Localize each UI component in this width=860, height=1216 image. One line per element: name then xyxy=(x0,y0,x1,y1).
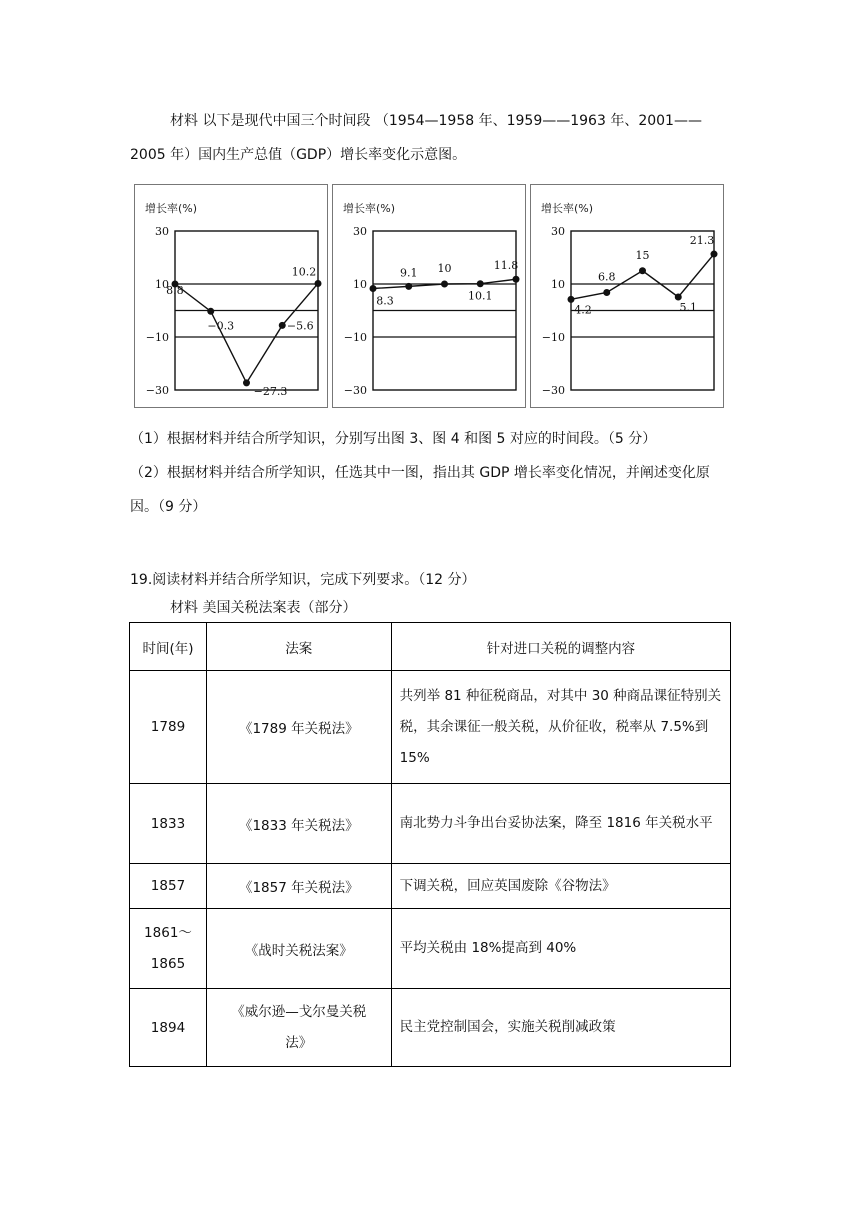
data-label: 9.1 xyxy=(400,266,418,280)
y-axis-label: 增长率(%) xyxy=(145,202,198,215)
cell-content: 共列举 81 种征税商品，对其中 30 种商品课征特别关税，其余课征一般关税，从价征收，税率从 7.5%到 15% xyxy=(391,671,730,784)
question-19: 19.阅读材料并结合所学知识，完成下列要求。（12 分） xyxy=(130,572,476,588)
cell-content: 下调关税，回应英国废除《谷物法》 xyxy=(391,864,730,909)
cell-year: 1861～1865 xyxy=(130,909,207,989)
cell-year: 1894 xyxy=(130,989,207,1067)
data-point xyxy=(603,289,610,296)
header-content: 针对进口关税的调整内容 xyxy=(391,623,730,671)
data-label: 10 xyxy=(437,262,452,275)
data-point xyxy=(207,308,214,315)
material-intro: 材料 以下是现代中国三个时间段 （1954—1958 年、1959——1963 年、2001——2005 年）国内生产总值（GDP）增长率变化示意图。 xyxy=(130,113,702,163)
data-point xyxy=(639,267,646,274)
data-label: 11.8 xyxy=(493,259,519,273)
series-line xyxy=(175,283,318,382)
table-row xyxy=(130,989,731,1067)
cell-law: 《1857 年关税法》 xyxy=(206,864,391,909)
data-label: 8.8 xyxy=(166,284,184,297)
y-tick-label: 10 xyxy=(155,278,169,291)
data-label: 15 xyxy=(635,248,650,262)
data-point xyxy=(315,280,322,287)
tariff-table xyxy=(129,622,731,1067)
question-1: （1）根据材料并结合所学知识，分别写出图 3、图 4 和图 5 对应的时间段。（5 分） xyxy=(130,431,657,447)
cell-year: 1857 xyxy=(130,864,207,909)
data-point xyxy=(279,322,286,329)
data-label: 4.2 xyxy=(574,303,592,317)
y-axis-label: 增长率(%) xyxy=(541,202,594,215)
chart-svg-1 xyxy=(135,185,329,409)
cell-year: 1833 xyxy=(130,784,207,864)
data-point xyxy=(711,251,718,258)
data-point xyxy=(441,281,448,288)
header-law: 法案 xyxy=(206,623,391,671)
gdp-charts xyxy=(134,184,728,408)
data-point xyxy=(243,379,250,386)
y-tick-label: −30 xyxy=(145,384,169,397)
data-label: −5.6 xyxy=(286,319,314,333)
cell-law: 《1833 年关税法》 xyxy=(206,784,391,864)
chart-svg-2 xyxy=(333,185,527,409)
cell-year: 1789 xyxy=(130,671,207,784)
cell-content: 南北势力斗争出台妥协法案，降至 1816 年关税水平 xyxy=(391,784,730,864)
table-row xyxy=(130,784,731,864)
data-point xyxy=(405,283,412,290)
data-label: 6.8 xyxy=(598,270,616,284)
header-year: 时间(年) xyxy=(130,623,207,671)
y-tick-label: −30 xyxy=(541,384,565,397)
cell-law: 《战时关税法案》 xyxy=(206,909,391,989)
y-tick-label: 10 xyxy=(353,278,367,291)
table-header-row xyxy=(130,623,731,671)
cell-content: 民主党控制国会，实施关税削减政策 xyxy=(391,989,730,1067)
data-label: 10.2 xyxy=(291,265,317,279)
table-row xyxy=(130,671,731,784)
data-point xyxy=(370,285,377,292)
y-axis-label: 增长率(%) xyxy=(343,202,396,215)
chart-svg-3 xyxy=(531,185,725,409)
data-label: −27.3 xyxy=(253,384,288,398)
chart-figure-3 xyxy=(134,184,328,408)
y-tick-label: 10 xyxy=(551,278,565,291)
y-tick-label: −10 xyxy=(541,331,565,344)
y-tick-label: 30 xyxy=(551,225,565,238)
data-label: 10.1 xyxy=(468,289,493,303)
y-tick-label: −10 xyxy=(145,331,169,344)
cell-law: 《1789 年关税法》 xyxy=(206,671,391,784)
data-point xyxy=(513,276,520,283)
material-19-title: 材料 美国关税法案表（部分） xyxy=(170,600,357,616)
y-tick-label: −30 xyxy=(343,384,367,397)
cell-law: 《威尔逊—戈尔曼关税法》 xyxy=(206,989,391,1067)
cell-content: 平均关税由 18%提高到 40% xyxy=(391,909,730,989)
table-row xyxy=(130,864,731,909)
data-label: −0.3 xyxy=(207,319,235,333)
chart-figure-4 xyxy=(332,184,526,408)
chart-figure-5 xyxy=(530,184,724,408)
data-label: 5.1 xyxy=(679,300,697,314)
y-tick-label: 30 xyxy=(155,225,169,238)
data-point xyxy=(477,280,484,287)
y-tick-label: −10 xyxy=(343,331,367,344)
data-label: 21.3 xyxy=(689,234,715,248)
data-point xyxy=(568,296,575,303)
y-tick-label: 30 xyxy=(353,225,367,238)
question-2: （2）根据材料并结合所学知识，任选其中一图，指出其 GDP 增长率变化情况，并阐述变化原因。（9 分） xyxy=(130,465,710,515)
data-label: 8.3 xyxy=(376,294,394,308)
table-row xyxy=(130,909,731,989)
data-point xyxy=(675,293,682,300)
